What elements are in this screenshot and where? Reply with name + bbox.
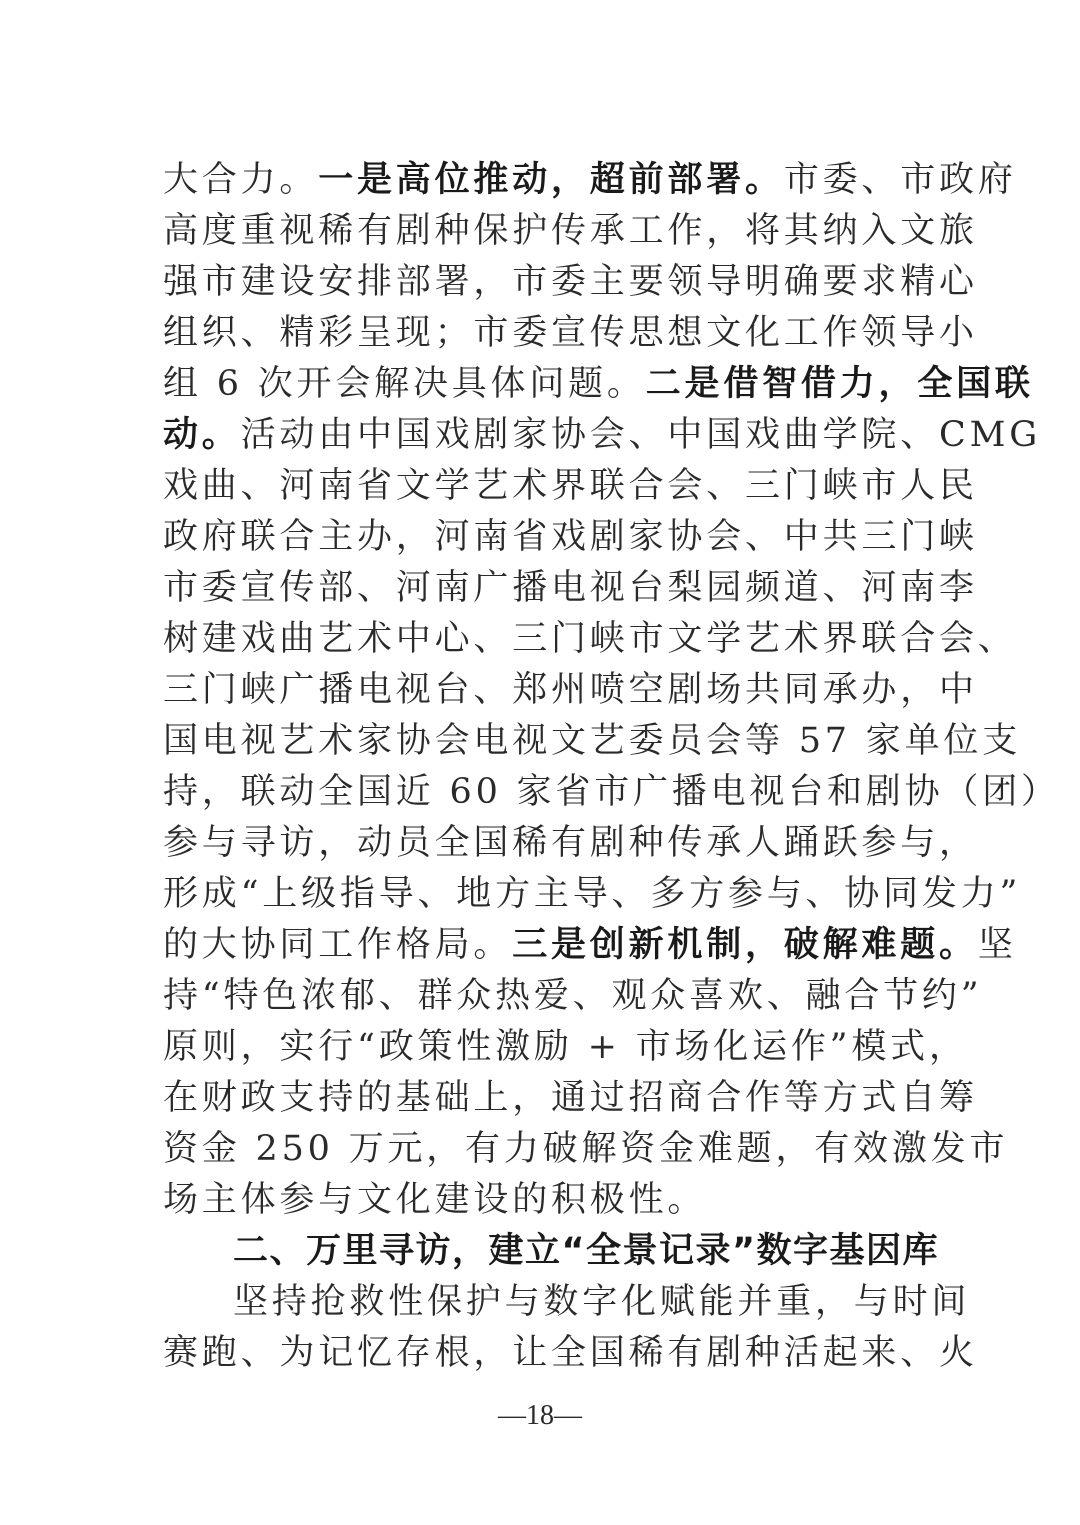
text-line [163, 1073, 978, 1124]
text-segment: 市委、市政府 [783, 160, 1017, 200]
text-segment: 在财政支持的基础上，通过招商合作等方式自筹 [163, 1078, 978, 1118]
text-segment: 坚 [977, 925, 1017, 965]
text-line [163, 869, 1022, 920]
text-segment: 大合力。 [163, 160, 319, 200]
text-segment: 高度重视稀有剧种保护传承工作，将其纳入文旅 [163, 211, 978, 251]
text-line [163, 767, 1060, 818]
text-segment: 市委宣传部、河南广播电视台梨园频道、河南李 [163, 568, 978, 608]
section-heading: 二、万里寻访，建立“全景记录”数字基因库 [233, 1231, 940, 1271]
text-line [163, 716, 1021, 767]
text-line [163, 155, 1017, 206]
text-segment: 持“特色浓郁、群众热爱、观众喜欢、融合节约” [163, 976, 983, 1016]
text-line [163, 563, 978, 614]
text-segment: 戏曲、河南省文学艺术界联合会、三门峡市人民 [163, 466, 978, 506]
text-segment: 强市建设安排部署，市委主要领导明确要求精心 [163, 262, 978, 302]
text-segment: 持，联动全国近 60 家省市广播电视台和剧协（团） [163, 772, 1060, 812]
text-line [163, 359, 1034, 410]
text-segment: 活动由中国戏剧家协会、中国戏曲学院、CMG [240, 415, 1041, 455]
text-segment: 三门峡广播电视台、郑州喷空剧场共同承办，中 [163, 670, 978, 710]
text-segment: 参与寻访，动员全国稀有剧种传承人踊跃参与， [163, 823, 978, 863]
text-line [163, 971, 983, 1022]
body-text [163, 155, 1060, 1379]
text-line [163, 1175, 923, 1226]
text-segment: 场主体参与文化建设的积极性。 [163, 1180, 707, 1220]
text-line [163, 614, 1017, 665]
text-line [163, 206, 978, 257]
bold-phrase: 三是创新机制，破解难题。 [512, 925, 978, 965]
text-line [163, 920, 1017, 971]
text-line [163, 257, 978, 308]
page-number: —18— [498, 1400, 582, 1431]
text-line [163, 461, 978, 512]
text-segment: 原则，实行“政策性激励 + 市场化运作”模式， [163, 1027, 968, 1067]
text-segment: 的大协同工作格局。 [163, 925, 513, 965]
text-line [163, 818, 978, 869]
text-segment: 政府联合主办，河南省戏剧家协会、中共三门峡 [163, 517, 978, 557]
bold-phrase: 一是高位推动，超前部署。 [318, 160, 784, 200]
text-segment: 资金 250 万元，有力破解资金难题，有效激发市 [163, 1129, 1009, 1169]
text-line [163, 308, 978, 359]
bold-phrase: 二是借智借力，全国联 [645, 364, 1034, 404]
text-line [163, 665, 978, 716]
text-segment: 形成“上级指导、地方主导、多方参与、协同发力” [163, 874, 1022, 914]
text-line [163, 1124, 1009, 1175]
text-segment: 组织、精彩呈现；市委宣传思想文化工作领导小 [163, 313, 978, 353]
text-line [163, 512, 978, 563]
text-segment: 组 6 次开会解决具体问题。 [163, 364, 646, 404]
text-segment: 树建戏曲艺术中心、三门峡市文学艺术界联合会、 [163, 619, 1017, 659]
text-line [163, 410, 1041, 461]
text-line [163, 1022, 968, 1073]
paragraph-2-line-2: 赛跑、为记忆存根，让全国稀有剧种活起来、火 [163, 1333, 978, 1373]
paragraph-1 [163, 155, 1060, 1226]
bold-phrase: 动。 [163, 415, 241, 455]
text-segment: 国电视艺术家协会电视文艺委员会等 57 家单位支 [163, 721, 1021, 761]
paragraph-2-line-1: 坚持抢救性保护与数字化赋能并重，与时间 [233, 1282, 971, 1322]
